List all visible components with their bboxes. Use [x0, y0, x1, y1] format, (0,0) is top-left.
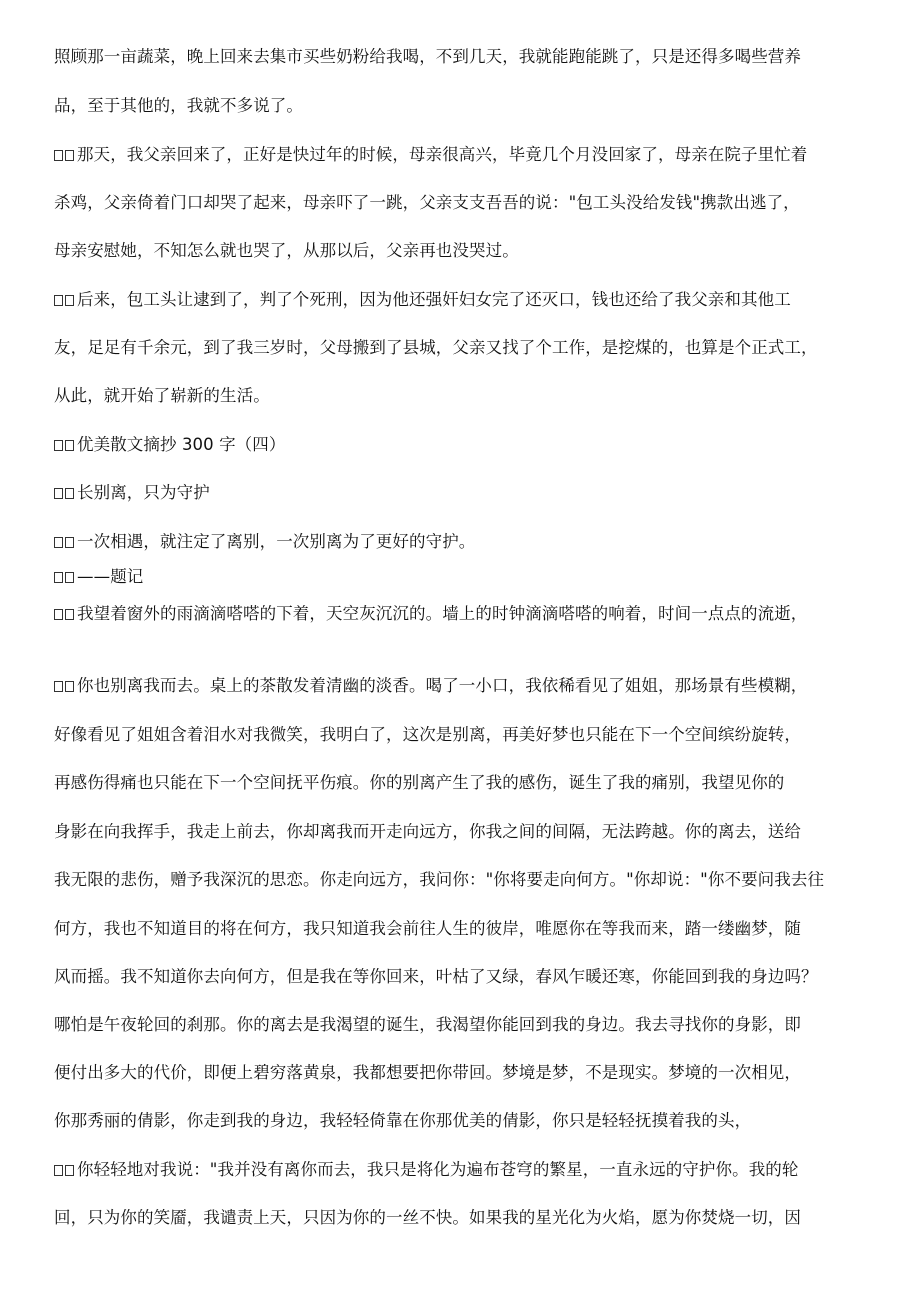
- line-text: 你那秀丽的倩影，你走到我的身边，我轻轻倚靠在你那优美的倩影，你只是轻轻抚摸着我的头，: [54, 1111, 752, 1130]
- text-line: [54, 821, 884, 843]
- line-text: 回，只为你的笑靥，我谴责上天，只因为你的一丝不快。如果我的星光化为火焰，愿为你焚烧一切，因: [54, 1208, 801, 1227]
- text-line: [54, 869, 884, 891]
- placeholder-glyph-icon: [54, 295, 63, 306]
- line-text: 我无限的悲伤，赠予我深沉的思恋。你走向远方，我问你："你将要走向何方。"你却说："你不要问我去往: [54, 870, 825, 889]
- text-line: [54, 966, 884, 988]
- placeholder-glyph-icon: [65, 295, 74, 306]
- placeholder-glyph-icon: [65, 537, 74, 548]
- text-line: [54, 337, 884, 359]
- placeholder-glyph-icon: [65, 150, 74, 161]
- line-text: 好像看见了姐姐含着泪水对我微笑，我明白了，这次是别离，再美好梦也只能在下一个空间缤纷旋转，: [54, 725, 801, 744]
- text-line: [54, 918, 884, 940]
- line-text: 你轻轻地对我说："我并没有离你而去，我只是将化为遍布苍穹的繁星，一直永远的守护你。我的轮: [77, 1160, 799, 1179]
- placeholder-glyph-icon: [65, 681, 74, 692]
- line-text: 身影在向我挥手，我走上前去，你却离我而开走向远方，你我之间的间隔，无法跨越。你的离去，送给: [54, 822, 801, 841]
- placeholder-glyph-icon: [65, 572, 74, 583]
- text-line: [54, 772, 884, 794]
- line-text: 后来，包工头让逮到了，判了个死刑，因为他还强奸妇女完了还灭口，钱也还给了我父亲和其他工: [77, 290, 791, 309]
- placeholder-glyph-icon: [54, 609, 63, 620]
- line-text: 我望着窗外的雨滴滴嗒嗒的下着，天空灰沉沉的。墙上的时钟滴滴嗒嗒的响着，时间一点点的流逝，: [77, 604, 808, 623]
- line-text: 品，至于其他的，我就不多说了。: [54, 96, 303, 115]
- paragraph-start-line: [54, 289, 884, 311]
- placeholder-glyph-icon: [65, 609, 74, 620]
- line-text: 何方，我也不知道目的将在何方，我只知道我会前往人生的彼岸，唯愿你在等我而来，踏一缕幽梦，随: [54, 919, 801, 938]
- placeholder-glyph-icon: [54, 537, 63, 548]
- line-text: 杀鸡，父亲倚着门口却哭了起来，母亲吓了一跳，父亲支支吾吾的说："包工头没给发钱"携款出逃了，: [54, 193, 800, 212]
- line-text: 一次相遇，就注定了离别，一次别离为了更好的守护。: [77, 532, 476, 551]
- paragraph-start-line: [54, 675, 884, 697]
- line-text: 便付出多大的代价，即便上碧穷落黄泉，我都想要把你带回。梦境是梦，不是现实。梦境的一次相见，: [54, 1063, 801, 1082]
- essay-title: [54, 482, 884, 504]
- placeholder-glyph-icon: [54, 150, 63, 161]
- line-text: 母亲安慰她，不知怎么就也哭了，从那以后，父亲再也没哭过。: [54, 241, 519, 260]
- placeholder-glyph-icon: [65, 440, 74, 451]
- text-line: [54, 240, 884, 262]
- line-text: 优美散文摘抄 300 字（四）: [77, 435, 286, 454]
- text-line: [54, 1110, 884, 1132]
- section-heading: [54, 434, 884, 456]
- text-line: [54, 46, 884, 68]
- paragraph-start-line: [54, 603, 884, 625]
- line-text: 风而摇。我不知道你去向何方，但是我在等你回来，叶枯了又绿，春风乍暖还寒，你能回到我的身边吗？: [54, 967, 818, 986]
- epigraph-attribution: [54, 566, 884, 588]
- line-text: 再感伤得痛也只能在下一个空间抚平伤痕。你的别离产生了我的感伤，诞生了我的痛别，我望见你的: [54, 773, 785, 792]
- line-text: 长别离，只为守护: [77, 483, 210, 502]
- line-text: 哪怕是午夜轮回的刹那。你的离去是我渴望的诞生，我渴望你能回到我的身边。我去寻找你的身影，即: [54, 1015, 801, 1034]
- placeholder-glyph-icon: [65, 488, 74, 499]
- paragraph-start-line: [54, 144, 884, 166]
- placeholder-glyph-icon: [54, 681, 63, 692]
- text-line: [54, 1062, 884, 1084]
- placeholder-glyph-icon: [54, 572, 63, 583]
- line-text: 从此，就开始了崭新的生活。: [54, 386, 270, 405]
- text-line: [54, 192, 884, 214]
- line-text: 那天，我父亲回来了，正好是快过年的时候，母亲很高兴，毕竟几个月没回家了，母亲在院子里忙着: [77, 145, 808, 164]
- text-line: [54, 1014, 884, 1036]
- placeholder-glyph-icon: [65, 1165, 74, 1176]
- placeholder-glyph-icon: [54, 440, 63, 451]
- line-text: 友，足足有千余元，到了我三岁时，父母搬到了县城，父亲又找了个工作，是挖煤的，也算是个正式工，: [54, 338, 818, 357]
- epigraph-line: [54, 531, 884, 553]
- placeholder-glyph-icon: [54, 488, 63, 499]
- text-line: [54, 95, 884, 117]
- line-text: 照顾那一亩蔬菜，晚上回来去集市买些奶粉给我喝，不到几天，我就能跑能跳了，只是还得多喝些营养: [54, 47, 801, 66]
- paragraph-start-line: [54, 1159, 884, 1181]
- line-text: ——题记: [77, 567, 144, 586]
- placeholder-glyph-icon: [54, 1165, 63, 1176]
- line-text: 你也别离我而去。桌上的茶散发着清幽的淡香。喝了一小口，我依稀看见了姐姐，那场景有些模糊，: [77, 676, 808, 695]
- text-line: [54, 1207, 884, 1229]
- text-line: [54, 385, 884, 407]
- text-line: [54, 724, 884, 746]
